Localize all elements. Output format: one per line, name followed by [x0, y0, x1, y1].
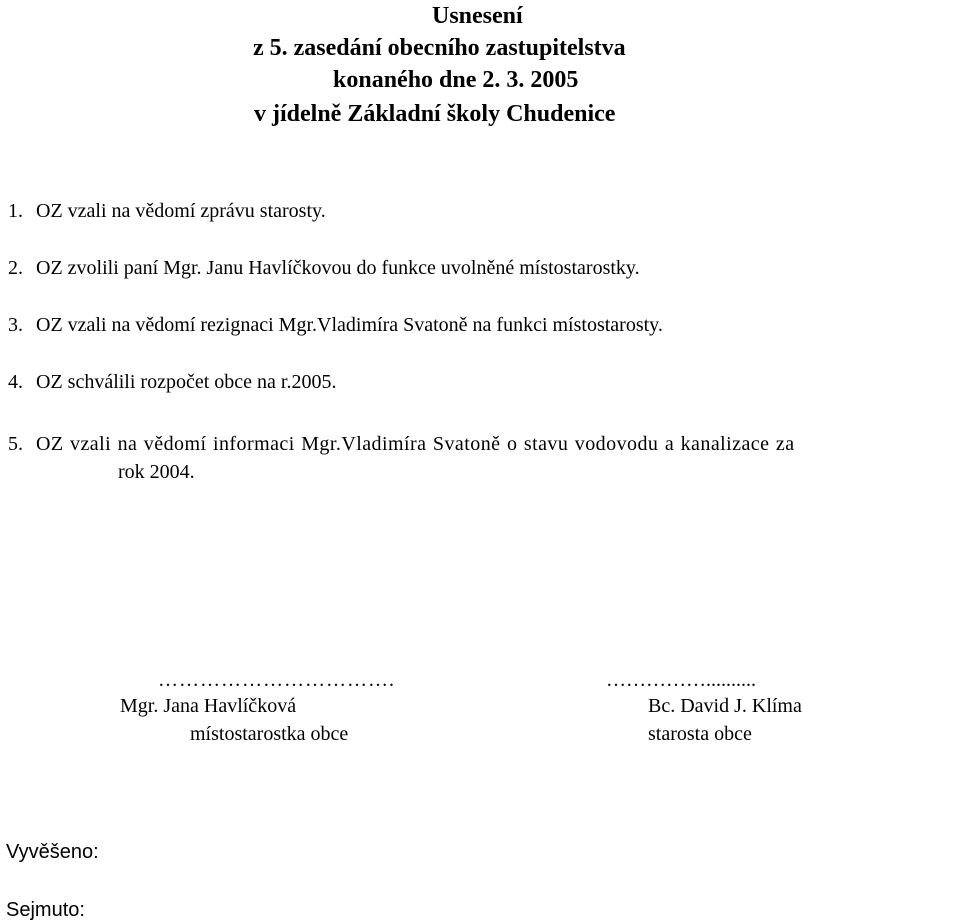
signer-role: starosta obce: [648, 723, 752, 745]
item-number: 2.: [8, 257, 23, 279]
item-text-continuation: rok 2004.: [118, 461, 195, 483]
item-text: OZ vzali na vědomí informaci Mgr.Vladimíra Svatoně o stavu vodovodu a kanalizace za: [36, 433, 795, 455]
item-text: OZ vzali na vědomí rezignaci Mgr.Vladimíra Svatoně na funkci místostarosty.: [36, 314, 663, 336]
item-number: 1.: [8, 200, 23, 222]
title-date: konaného dne 2. 3. 2005: [333, 67, 579, 93]
item-number: 5.: [8, 433, 23, 455]
item-number: 3.: [8, 314, 23, 336]
removed-label: Sejmuto:: [6, 899, 85, 921]
signature-line: ……………..........: [606, 669, 756, 691]
resolution-item-3: [8, 313, 948, 337]
signer-name: Bc. David J. Klíma: [648, 695, 802, 717]
posted-label: Vyvěšeno:: [6, 841, 99, 863]
title-location: v jídelně Základní školy Chudenice: [254, 101, 616, 127]
title-usneseni: Usnesení: [432, 3, 523, 29]
resolution-item-5: [8, 432, 958, 484]
signature-line: …………………………….: [158, 669, 395, 691]
item-text: OZ schválili rozpočet obce na r.2005.: [36, 371, 337, 393]
title-session: z 5. zasedání obecního zastupitelstva: [253, 35, 626, 61]
signer-role: místostarostka obce: [190, 723, 349, 745]
item-number: 4.: [8, 371, 23, 393]
resolution-item-4: [8, 370, 948, 394]
item-text: OZ zvolili paní Mgr. Janu Havlíčkovou do funkce uvolněné místostarostky.: [36, 257, 640, 279]
item-text: OZ vzali na vědomí zprávu starosty.: [36, 200, 326, 222]
resolution-item-1: [8, 199, 948, 223]
signer-name: Mgr. Jana Havlíčková: [120, 695, 297, 717]
resolution-item-2: [8, 256, 948, 280]
